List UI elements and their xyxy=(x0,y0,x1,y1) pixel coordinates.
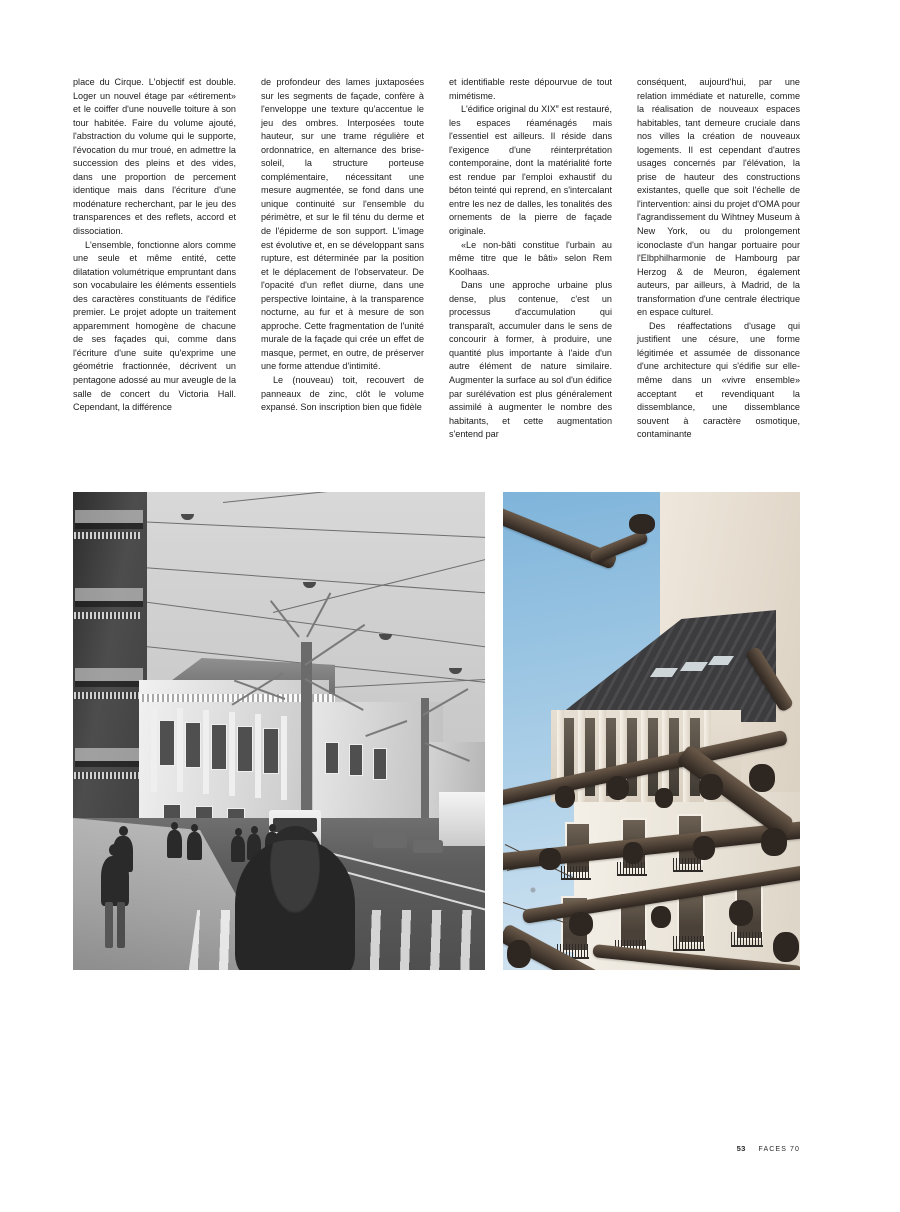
window-band xyxy=(75,748,143,761)
pollard-knob xyxy=(729,900,753,926)
text-column-2 xyxy=(261,76,424,442)
pollard-knob xyxy=(555,786,575,808)
concrete-fin xyxy=(599,710,606,802)
window xyxy=(349,744,363,776)
pollard-knob xyxy=(699,774,723,800)
window xyxy=(373,748,387,780)
pollard-knob xyxy=(651,906,671,928)
window xyxy=(185,722,201,768)
window-band xyxy=(75,588,143,601)
wrought-iron-balcony xyxy=(617,862,647,876)
paragraph: Dans une approche urbaine plus dense, plus contenue, c'est un processus d'accumulation qui transparaît, accumuler dans le sens de concourir à former, à produire, une quantité plus importante à l'aide d'un autre élément de nature similaire. Augmenter la surface au sol d'un édifice par surélévation est plus généralement assimilé à augmenter le nombre des habitants, et cette augmentation s'entend par xyxy=(449,280,612,440)
article-text-block xyxy=(73,76,800,442)
pollard-knob xyxy=(569,912,593,936)
pollard-knob xyxy=(693,836,715,860)
window-band xyxy=(75,668,143,681)
balcony-railing xyxy=(74,612,140,619)
text-column-3 xyxy=(449,76,612,442)
wrought-iron-balcony xyxy=(673,936,705,951)
pollard-knob xyxy=(773,932,799,962)
text-column-4 xyxy=(637,76,800,442)
pollard-knob xyxy=(761,828,787,856)
pedestrian-head xyxy=(191,824,198,832)
text-column-1 xyxy=(73,76,236,442)
window xyxy=(325,742,339,774)
pedestrian-body xyxy=(231,836,245,862)
folio-page-number: 53 xyxy=(736,1144,746,1153)
paragraph-quote: «Le non-bâti constitue l'urbain au même titre que le bâti» selon Rem Koolhaas. xyxy=(449,239,612,277)
pilaster xyxy=(281,716,287,800)
text-before-ordinal: L'édifice original du XIX xyxy=(461,104,556,115)
photo-left-street-scene xyxy=(73,492,485,970)
paragraph: Des réaffectations d'usage qui justifient une césure, une forme légitimée et assumée de dissonance d'une architecture qui s'édifie sur elle-même dans un «vivre ensemble» acceptant et revendiquant la dissemblance, une dissemblance souvent à caractère osmotique, contaminante xyxy=(637,320,800,440)
window xyxy=(211,724,227,770)
window xyxy=(237,726,253,772)
window-band xyxy=(75,510,143,523)
paragraph: de profondeur des lames juxtaposées sur les segments de façade, confère à l'enveloppe une texture qu'accentue le jeu des ombres. Interposées toute hauteur, sur une trame régulière et ordonnatrice, en alternance des brise-soleil, la structure porteuse complémentaire, nécessitant une mesure augmentée, se fond dans une unique continuité sur l'ensemble du périmètre, et sur le fil ténu du derme et de l'épiderme de son support. L'image est évolutive et, en se développant sans rupture, est déterminée par la position et le déplacement de l'observateur. De l'opacité d'un reflet diurne, dans une perspective lointaine, à la transparence nocturne, au fur et à mesure de son approche. Cette fragmentation de l'unité murale de la façade qui crée un effet de masque, permet, en outre, de préserver une forme attendue d'intimité. xyxy=(261,77,424,372)
pollard-knob xyxy=(655,788,673,808)
concrete-fin xyxy=(641,710,648,802)
foreground-figure-with-backpack xyxy=(235,840,355,970)
photo-right-renovated-building xyxy=(503,492,800,970)
pilaster xyxy=(255,714,261,798)
paragraph: conséquent, aujourd'hui, par une relation immédiate et naturelle, comme la réalisation de nouveaux espaces habitables, tant demeure cruciale dans nos villes la création de nouveaux logements. Il est cependant d'autres usages concernés par l'élévation, la prise de hauteur des constructions existantes, quelle que soit l'échelle de l'intervention: ainsi du projet d'OMA pour l'agrandissement du Wihtney Museum à New York, ou du prolongement iconoclaste d'un hangar portuaire pour l'Elbphilharmonie de Hambourg par Herzog & de Meuron, également auteurs, par ailleurs, à Madrid, de la transformation d'une centrale électrique en espace culturel. xyxy=(637,77,800,318)
pedestrian-leg xyxy=(117,902,125,948)
pedestrian-body xyxy=(113,836,133,872)
pollard-knob xyxy=(623,842,643,864)
balcony-railing xyxy=(74,692,140,699)
pedestrian-head xyxy=(171,822,178,830)
paragraph: place du Cirque. L'objectif est double. Loger un nouvel étage par «étirement» et le coiffer d'une nouvelle toiture à son tour habitée. Faire du volume ajouté, l'abstraction du volume qui le supporte, l'évocation du mur troué, en admettre la succession des pleins et des vides, dans une proportion de percement identique mais dans l'écriture d'une modénature recherchant, par le jeu des transparences et des reflets, accord et dissociation. xyxy=(73,77,236,237)
parked-car xyxy=(373,834,407,848)
pollard-knob xyxy=(749,764,775,792)
paragraph: L'ensemble, fonctionne alors comme une seule et même entité, cette dilatation volumétrique empruntant dans son vocabulaire les éléments essentiels des caractères constituants de l'édifice premier. Le projet adopte un traitement apparemment homogène de chacune de ses façades qui, comme dans l'écriture d'une suite qu'exprime une géométrie fractionnée, décrivent un pentagone adossé au mur aveugle de la salle de concert du Victoria Hall. Cependant, la différence xyxy=(73,239,236,413)
pedestrian-body xyxy=(187,832,202,860)
pedestrian-head xyxy=(251,826,258,834)
ordinal-superscript: e xyxy=(555,104,559,111)
pollard-knob xyxy=(507,940,531,968)
pilaster xyxy=(203,710,209,794)
pilaster xyxy=(177,708,183,792)
text-after-ordinal: est restauré, les espaces réaménagés mais l'essentiel est ailleurs. Il réside dans l'exigence d'une réinterprétation contemporaine, dont la matérialité forte est rendue par l'emploi exhaustif du béton teinté qui reprend, en s'intercalant entre les nez de dalles, les tonalités des ornements de la pierre de façade originale. xyxy=(449,104,612,237)
window xyxy=(159,720,175,766)
wrought-iron-balcony xyxy=(731,932,763,947)
pilaster xyxy=(151,708,157,792)
pilaster xyxy=(229,712,235,796)
balcony-railing xyxy=(74,532,140,539)
pollard-knob xyxy=(539,848,561,870)
paragraph: et identifiable reste dépourvue de tout mimétisme. xyxy=(449,77,612,101)
pollard-knob xyxy=(607,776,629,800)
pollard-knob xyxy=(629,514,655,534)
paragraph-with-ordinal xyxy=(449,103,612,238)
window xyxy=(263,728,279,774)
paragraph: Le (nouveau) toit, recouvert de panneaux de zinc, clôt le volume expansé. Son inscription bien que fidèle xyxy=(261,375,424,413)
pedestrian-body xyxy=(167,830,182,858)
balcony-railing xyxy=(74,772,140,779)
wrought-iron-balcony xyxy=(673,858,703,872)
pedestrian-leg xyxy=(105,902,113,948)
page-footer xyxy=(73,1138,800,1156)
magazine-title: FACES 70 xyxy=(758,1146,800,1153)
pedestrian-head xyxy=(119,826,128,836)
pedestrian-head xyxy=(269,824,276,832)
delivery-van xyxy=(439,792,485,846)
parked-car xyxy=(413,840,443,853)
pedestrian-head xyxy=(235,828,242,836)
